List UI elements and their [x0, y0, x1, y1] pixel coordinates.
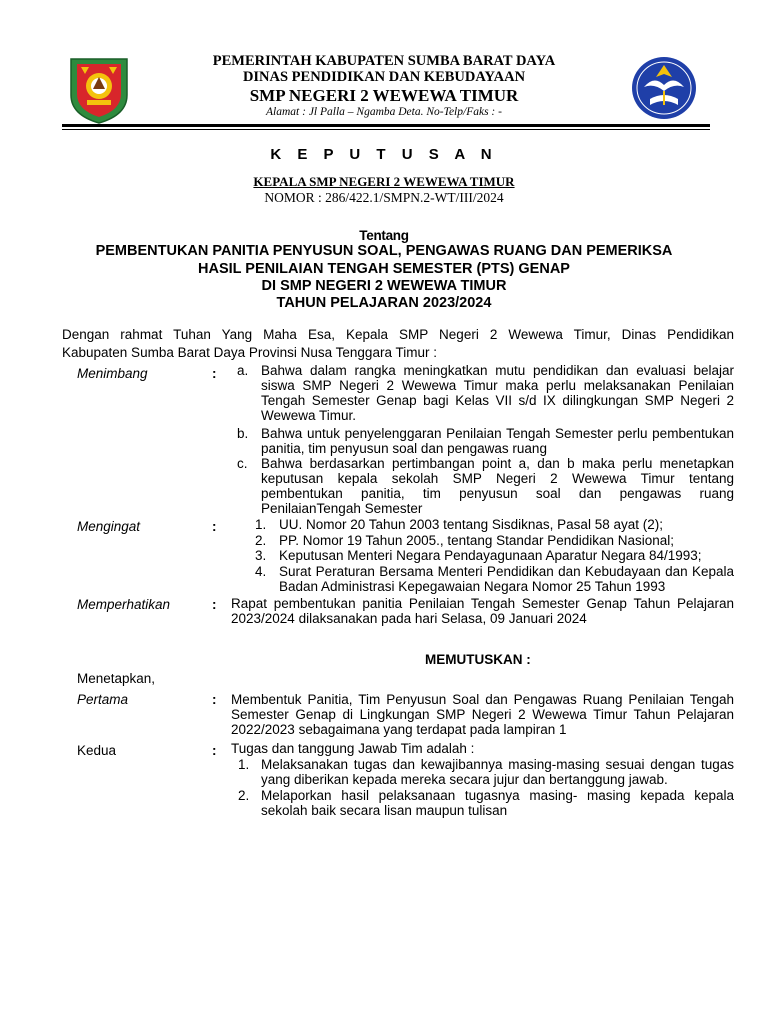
mengingat-marker-4: 4.	[255, 564, 267, 579]
letterhead-government: PEMERINTAH KABUPATEN SUMBA BARAT DAYA	[212, 53, 556, 69]
mengingat-item-2: PP. Nomor 19 Tahun 2005., tentang Standar Pendidikan Nasional;	[279, 533, 675, 548]
tentang-label: Tentang	[359, 228, 409, 243]
memperhatikan-text: Rapat pembentukan panitia Penilaian Tengah Semester Genap Tahun Pelajaran 2023/2024 dilaksanakan pada hari Selasa, 09 Januari 2024	[231, 596, 734, 626]
menimbang-item-c: Bahwa berdasarkan pertimbangan point a, dan b maka perlu menetapkan keputusan kepala sekolah SMP Negeri 2 Wewewa Timur tentang pembentukan panitia, tim penyusun soal dan pengawas ruang PenilaianTengah Semester	[261, 456, 734, 516]
mengingat-marker-1: 1.	[255, 517, 267, 532]
subject-line-2: HASIL PENILAIAN TENGAH SEMESTER (PTS) GENAP	[198, 261, 570, 277]
mengingat-item-1: UU. Nomor 20 Tahun 2003 tentang Sisdiknas, Pasal 58 ayat (2);	[279, 517, 663, 532]
memutuskan-heading: MEMUTUSKAN :	[425, 652, 531, 667]
mengingat-item-4: Surat Peraturan Bersama Menteri Pendidikan dan Kebudayaan dan Kepala Badan Administrasi Kepegawaian Negara Nomor 25 Tahun 1993	[279, 564, 734, 594]
subject-line-1: PEMBENTUKAN PANITIA PENYUSUN SOAL, PENGAWAS RUANG DAN PEMERIKSA	[95, 243, 673, 259]
kedua-label: Kedua	[77, 743, 117, 758]
menetapkan-label: Menetapkan,	[77, 671, 156, 686]
letterhead-rule-thick	[62, 124, 710, 127]
subject-line-3: DI SMP NEGERI 2 WEWEWA TIMUR	[261, 278, 507, 294]
letterhead-department: DINAS PENDIDIKAN DAN KEBUDAYAAN	[242, 69, 526, 85]
menimbang-item-a: Bahwa dalam rangka meningkatkan mutu pendidikan dan evaluasi belajar siswa SMP Negeri 2 Wewewa Timur maka perlu melaksanakan Penilaian Tengah Semester Genap bagi Kelas VII s/d IX dilingkungan SMP Negeri 2 Wewewa Timur.	[261, 363, 734, 423]
tut-wuri-handayani-logo	[630, 55, 698, 121]
intro-line-1: Dengan rahmat Tuhan Yang Maha Esa, Kepala SMP Negeri 2 Wewewa Timur, Dinas Pendidikan	[62, 327, 734, 342]
kedua-colon: :	[212, 743, 217, 758]
mengingat-item-3: Keputusan Menteri Negara Pendayagunaan Aparatur Negara 84/1993;	[279, 548, 702, 563]
menimbang-marker-b: b.	[237, 426, 249, 441]
menimbang-label: Menimbang	[77, 366, 148, 381]
kedua-intro: Tugas dan tanggung Jawab Tim adalah :	[231, 741, 475, 756]
decree-title: K E P U T U S A N	[270, 146, 498, 163]
menimbang-item-b: Bahwa untuk penyelenggaran Penilaian Tengah Semester perlu pembentukan panitia, tim penyusun soal dan pengawas ruang	[261, 426, 734, 456]
letterhead-address: Alamat : Jl Palla – Ngamba Deta. No-Telp/Faks : -	[266, 106, 502, 118]
mengingat-marker-3: 3.	[255, 548, 267, 563]
letterhead	[0, 0, 768, 140]
kedua-marker-2: 2.	[238, 788, 250, 803]
kedua-marker-1: 1.	[238, 757, 250, 772]
issuer-title: KEPALA SMP NEGERI 2 WEWEWA TIMUR	[253, 174, 515, 189]
letterhead-school: SMP NEGERI 2 WEWEWA TIMUR	[249, 86, 519, 105]
pertama-colon: :	[212, 692, 217, 707]
menimbang-colon: :	[212, 366, 217, 381]
menimbang-marker-c: c.	[237, 456, 248, 471]
pertama-label: Pertama	[77, 692, 129, 707]
memperhatikan-label: Memperhatikan	[77, 597, 171, 612]
intro-line-2: Kabupaten Sumba Barat Daya Provinsi Nusa Tenggara Timur :	[62, 345, 437, 360]
mengingat-label: Mengingat	[77, 519, 141, 534]
menimbang-marker-a: a.	[237, 363, 249, 378]
letterhead-rule-thin	[62, 129, 710, 130]
kedua-item-2: Melaporkan hasil pelaksanaan tugasnya masing- masing kepada kepala sekolah baik secara lisan maupun tulisan	[261, 788, 734, 818]
kedua-item-1: Melaksanakan tugas dan kewajibannya masing-masing sesuai dengan tugas yang diberikan kepada mereka secara jujur dan bertanggung jawab.	[261, 757, 734, 787]
pertama-text: Membentuk Panitia, Tim Penyusun Soal dan Pengawas Ruang Penilaian Tengah Semester Genap di Lingkungan SMP Negeri 2 Wewewa Timur Tahun Pelajaran 2022/2023 sebagaimana yang terdapat pada lampiran 1	[231, 692, 734, 737]
subject-line-4: TAHUN PELAJARAN 2023/2024	[276, 295, 492, 311]
mengingat-marker-2: 2.	[255, 533, 267, 548]
memperhatikan-colon: :	[212, 597, 217, 612]
mengingat-colon: :	[212, 519, 217, 534]
decree-number: NOMOR : 286/422.1/SMPN.2-WT/III/2024	[264, 190, 504, 205]
